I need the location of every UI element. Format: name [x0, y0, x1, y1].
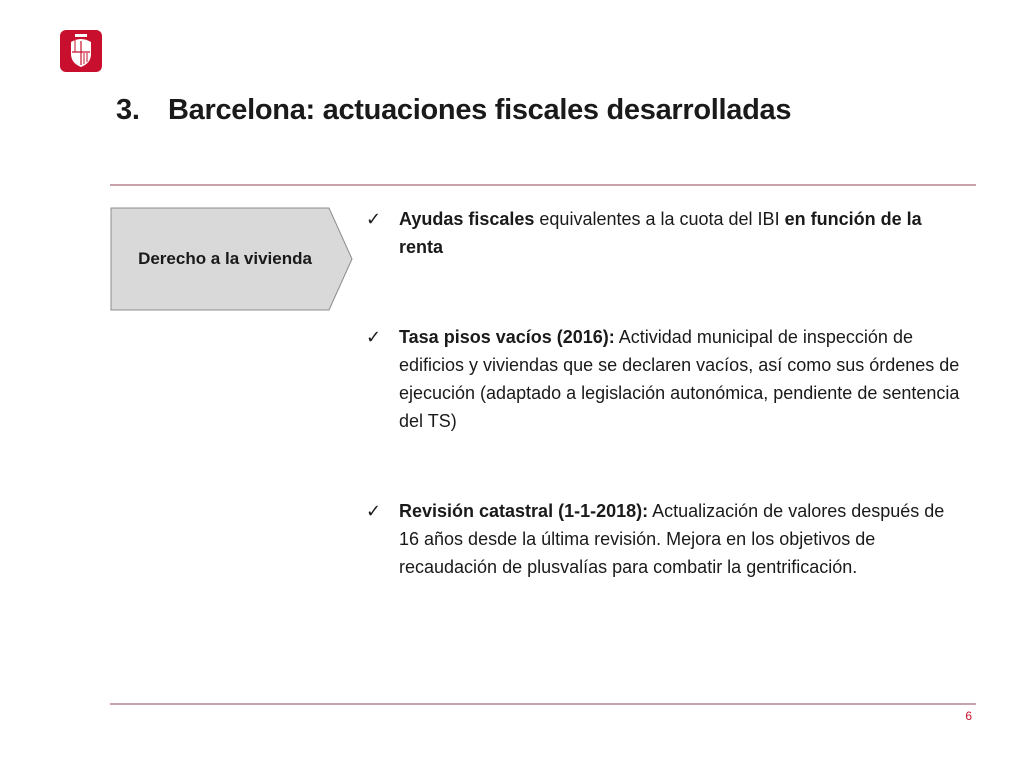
bullet-text — [399, 327, 959, 431]
title-text: Barcelona: actuaciones fiscales desarrolladas — [168, 94, 792, 126]
checkmark-icon: ✓ — [366, 501, 382, 521]
category-label: Derecho a la vivienda — [138, 249, 312, 268]
bullet-plain-text: Actividad municipal de inspección de edificios y viviendas que se declaren vacíos, así como sus órdenes de ejecución (adaptado a legislación autonómica, pendiente de sentencia del TS) — [399, 327, 960, 431]
bullet-list — [366, 205, 966, 581]
bullet-plain-text: equivalentes a la cuota del IBI — [534, 209, 785, 229]
page-title — [116, 94, 791, 127]
bullet-bold-text: Revisión catastral (1-1-2018): — [399, 501, 649, 521]
bullet-item-tasa-pisos-vacios — [366, 323, 966, 435]
bottom-divider — [110, 703, 976, 705]
category-label-box — [110, 207, 354, 311]
title-number: 3. — [116, 94, 140, 126]
checkmark-icon: ✓ — [366, 209, 382, 229]
bullet-item-ayudas-fiscales — [366, 205, 966, 261]
bullet-bold-text: Ayudas fiscales — [399, 209, 535, 229]
page-number: 6 — [965, 709, 972, 723]
bullet-bold-text: Tasa pisos vacíos (2016): — [399, 327, 615, 347]
checkmark-icon: ✓ — [366, 327, 382, 347]
barcelona-coat-of-arms-icon — [60, 30, 102, 72]
bullet-plain-text: Actualización de valores después de 16 años desde la última revisión. Mejora en los objetivos de recaudación de plusvalías para combatir la gentrificación. — [399, 501, 945, 577]
top-divider — [110, 184, 976, 186]
bullet-text — [399, 501, 944, 577]
bullet-bold-text: en función de la renta — [399, 209, 922, 257]
bullet-text — [399, 209, 922, 257]
bullet-item-revision-catastral — [366, 497, 966, 581]
